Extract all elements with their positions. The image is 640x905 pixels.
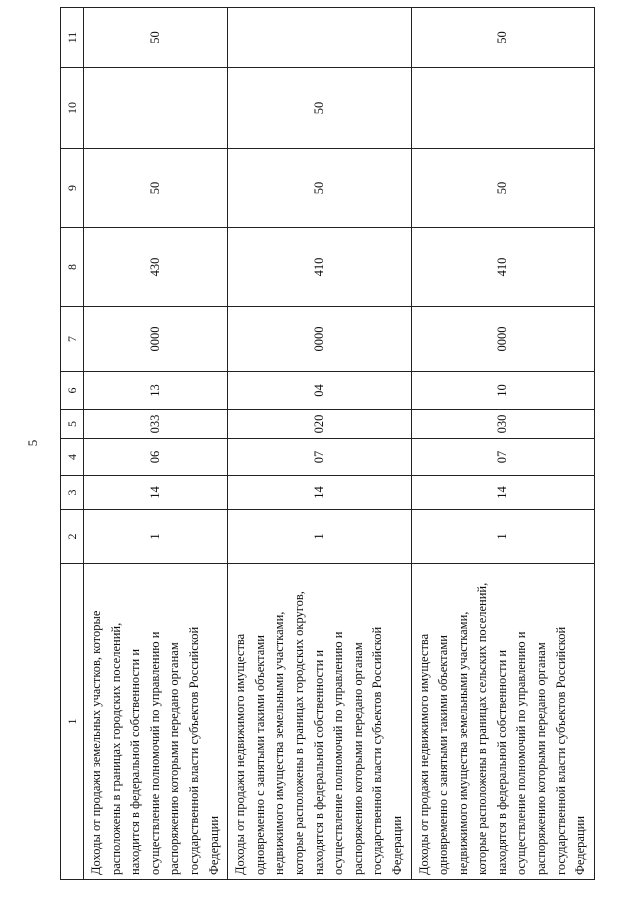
- col-header-4: 4: [61, 439, 84, 476]
- cell-c2: 1: [228, 510, 411, 564]
- col-header-3: 3: [61, 476, 84, 510]
- cell-c6: 04: [228, 372, 411, 410]
- header-row: [61, 8, 84, 880]
- col-header-11: 11: [61, 8, 84, 68]
- cell-c10: 50: [228, 68, 411, 149]
- cell-c4: 06: [84, 439, 228, 476]
- cell-c2: 1: [411, 510, 594, 564]
- cell-c6: 13: [84, 372, 228, 410]
- cell-c3: 14: [228, 476, 411, 510]
- cell-c8: 410: [411, 228, 594, 307]
- cell-c10: [84, 68, 228, 149]
- col-header-6: 6: [61, 372, 84, 410]
- cell-c10: [411, 68, 594, 149]
- cell-c4: 07: [228, 439, 411, 476]
- row-description: Доходы от продажи недвижимого имущества одновременно с занятыми такими объектами недвижимого имущества земельными участками, которые расположены в границах сельских поселений, находятся в федеральной собственности и осуществление полномочий по управлению и распоряжению которыми передано органам государственной власти субъектов Российской Федерации: [411, 564, 594, 880]
- cell-c3: 14: [411, 476, 594, 510]
- table-row: [228, 8, 411, 880]
- cell-c8: 410: [228, 228, 411, 307]
- col-header-5: 5: [61, 410, 84, 439]
- cell-c7: 0000: [411, 307, 594, 372]
- col-header-1: 1: [61, 564, 84, 880]
- cell-c9: 50: [411, 149, 594, 228]
- cell-c9: 50: [228, 149, 411, 228]
- cell-c5: 033: [84, 410, 228, 439]
- cell-c5: 030: [411, 410, 594, 439]
- col-header-10: 10: [61, 68, 84, 149]
- cell-c11: 50: [411, 8, 594, 68]
- table-row: [411, 8, 594, 880]
- cell-c11: [228, 8, 411, 68]
- cell-c8: 430: [84, 228, 228, 307]
- col-header-9: 9: [61, 149, 84, 228]
- cell-c4: 07: [411, 439, 594, 476]
- col-header-7: 7: [61, 307, 84, 372]
- cell-c7: 0000: [84, 307, 228, 372]
- cell-c3: 14: [84, 476, 228, 510]
- cell-c5: 020: [228, 410, 411, 439]
- row-description: Доходы от продажи недвижимого имущества одновременно с занятыми такими объектами недвижимого имущества земельными участками, которые расположены в границах городских округов, находятся в федеральной собственности и осуществление полномочий по управлению и распоряжению которыми передано органам государственной власти субъектов Российской Федерации: [228, 564, 411, 880]
- table-row: [84, 8, 228, 880]
- page-number: 5: [25, 439, 40, 447]
- col-header-2: 2: [61, 510, 84, 564]
- rotated-table-wrapper: [60, 8, 588, 880]
- cell-c9: 50: [84, 149, 228, 228]
- cell-c11: 50: [84, 8, 228, 68]
- row-description: Доходы от продажи земельных участков, которые расположены в границах городских поселений, находится в федеральной собственности и осуществление полномочий по управлению и распоряжению которыми передано органам государственной власти субъектов Российской Федерации: [84, 564, 228, 880]
- col-header-8: 8: [61, 228, 84, 307]
- cell-c7: 0000: [228, 307, 411, 372]
- revenue-table: [60, 7, 595, 880]
- cell-c2: 1: [84, 510, 228, 564]
- cell-c6: 10: [411, 372, 594, 410]
